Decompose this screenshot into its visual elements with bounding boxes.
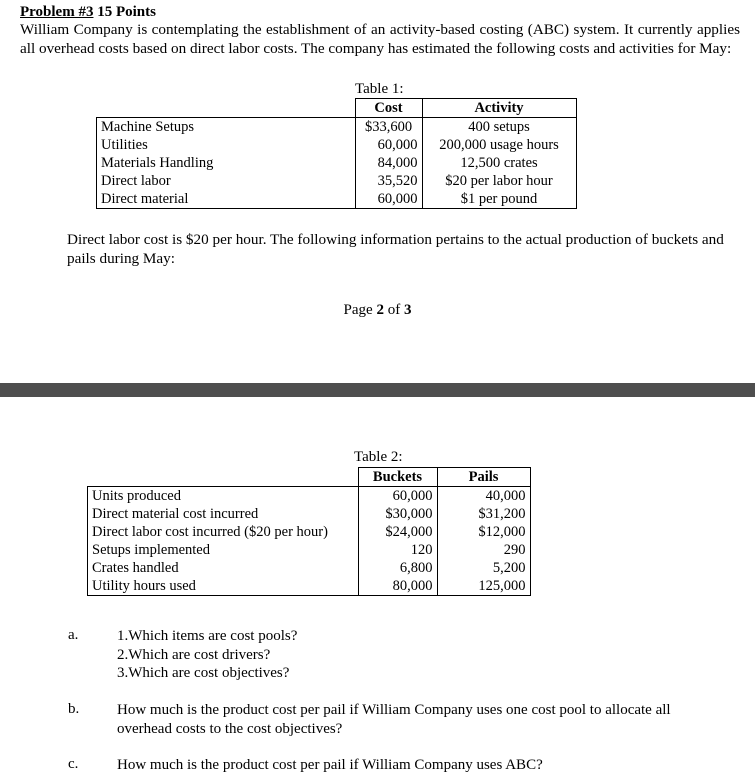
table-row [88,577,531,596]
table2-buckets: $24,000 [358,523,437,541]
page-number [0,302,755,319]
page-middle: of [383,302,404,318]
table1-header-row [97,99,577,118]
table-row [97,136,577,154]
page-current: 2 [376,302,384,318]
problem-intro: William Company is contemplating the establishment of an activity-based costing (ABC) system. It currently applies all overhead costs based on direct labor costs. The company has estimated the following costs and activities for May: [20,21,740,57]
table2-buckets: 120 [358,541,437,559]
problem-points: 15 Points [93,4,156,20]
table1-activity: 12,500 crates [422,154,576,172]
table1-cost: 60,000 [355,190,422,209]
page-total: 3 [403,302,412,318]
table-row [97,154,577,172]
table2-buckets: $30,000 [358,505,437,523]
question-c: How much is the product cost per pail if William Company uses ABC? [117,757,543,773]
table2-header-row [88,468,531,487]
table2-header-buckets: Buckets [358,468,437,487]
table2-item: Direct material cost incurred [88,505,359,523]
table1-cost: 60,000 [355,136,422,154]
table2-pails: $12,000 [437,523,530,541]
table1-activity: 200,000 usage hours [422,136,576,154]
table2-pails: $31,200 [437,505,530,523]
question-b: How much is the product cost per pail if William Company uses one cost pool to allocate all overhead costs to the cost objectives? [117,702,671,737]
question-c-label: c. [68,756,79,772]
table2-item: Setups implemented [88,541,359,559]
table2-buckets: 6,800 [358,559,437,577]
question-a-label: a. [68,627,79,643]
table1-item: Machine Setups [97,118,356,137]
table2-pails: 290 [437,541,530,559]
question-a [117,627,297,683]
table-row [88,523,531,541]
table1-cost: 84,000 [355,154,422,172]
table2-caption: Table 2: [354,449,403,465]
table2-buckets: 60,000 [358,487,437,506]
table1-caption: Table 1: [355,81,404,97]
table1-activity: $20 per labor hour [422,172,576,190]
table2-item: Crates handled [88,559,359,577]
question-a-line: 2.Which are cost drivers? [117,646,271,663]
table1-header-activity: Activity [422,99,576,118]
table2-header-pails: Pails [437,468,530,487]
table2-item: Direct labor cost incurred ($20 per hour) [88,523,359,541]
table1 [96,98,577,209]
table2-item: Utility hours used [88,577,359,596]
table-row [88,487,531,506]
table-row [97,118,577,137]
problem-number: Problem #3 [20,4,94,20]
table1-item: Materials Handling [97,154,356,172]
table1-activity: $1 per pound [422,190,576,209]
table-row [88,559,531,577]
table2-pails: 5,200 [437,559,530,577]
table-row [97,190,577,209]
table1-header-cost: Cost [355,99,422,118]
production-info-paragraph: Direct labor cost is $20 per hour. The following information pertains to the actual production of buckets and pails during May: [67,231,724,267]
table1-cost: 35,520 [355,172,422,190]
table-row [88,541,531,559]
question-a-line: 1.Which items are cost pools? [117,628,298,644]
table-row [88,505,531,523]
table2-buckets: 80,000 [358,577,437,596]
question-a-line: 3.Which are cost objectives? [117,665,290,681]
page-prefix: Page [343,302,377,318]
table1-item: Direct material [97,190,356,209]
table1-item: Direct labor [97,172,356,190]
table-row [97,172,577,190]
table1-activity: 400 setups [422,118,576,137]
table2-item: Units produced [88,487,359,506]
question-b-label: b. [68,701,80,717]
table2-pails: 125,000 [437,577,530,596]
problem-title [20,4,156,21]
table2-pails: 40,000 [437,487,530,506]
table1-body [97,118,577,209]
table2 [87,467,531,596]
page-separator [0,383,755,397]
table1-item: Utilities [97,136,356,154]
table1-cost: $33,600 [355,118,422,137]
